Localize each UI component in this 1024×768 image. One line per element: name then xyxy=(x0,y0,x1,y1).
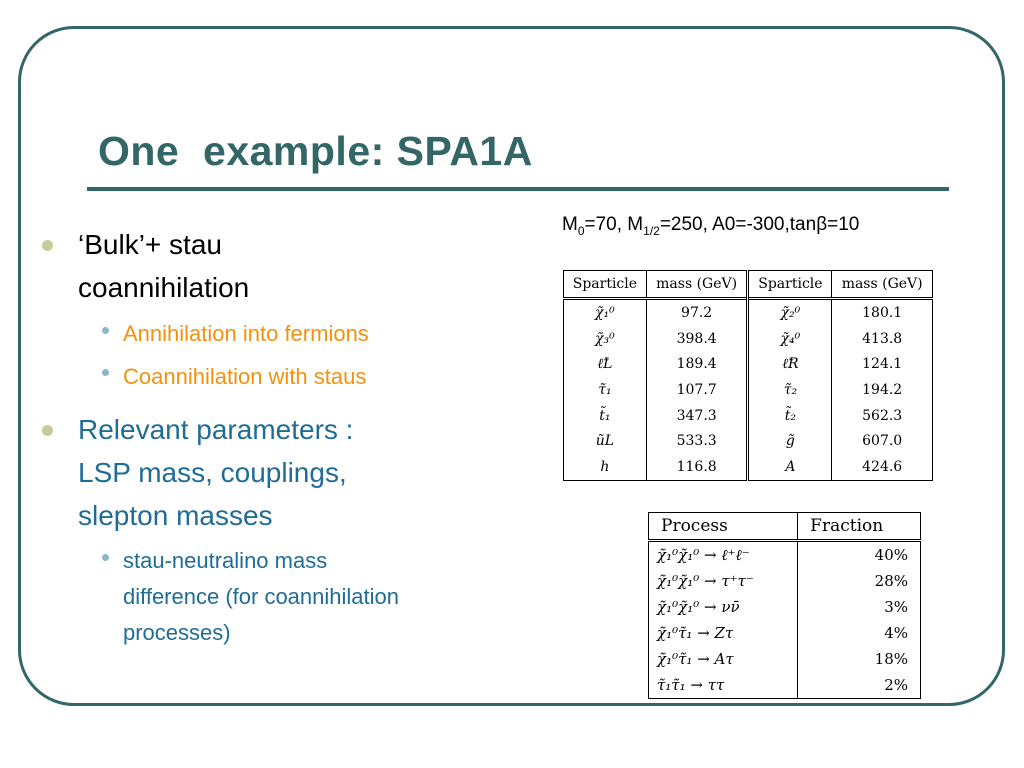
fraction-cell: 40% xyxy=(798,541,921,569)
bullet-2-line-1: Relevant parameters : xyxy=(78,414,354,445)
mass-cell: 607.0 xyxy=(832,428,933,454)
sparticle-cell: τ̃₁ xyxy=(564,377,647,403)
table-row xyxy=(649,541,921,569)
table-row xyxy=(564,351,933,377)
sparticle-cell: h xyxy=(564,454,647,480)
mass-cell: 107.7 xyxy=(646,377,748,403)
sparticle-cell: ũL xyxy=(564,428,647,454)
col-fraction: Fraction xyxy=(798,513,921,541)
bullet-1-text xyxy=(78,223,249,309)
mass-cell: 533.3 xyxy=(646,428,748,454)
mass-cell: 562.3 xyxy=(832,403,933,429)
bullet-marker xyxy=(42,425,53,436)
table-row xyxy=(649,646,921,672)
sparticle-cell: χ̃₁⁰ xyxy=(564,299,647,326)
bullet-1-line-1: ‘Bulk’+ stau xyxy=(78,229,222,260)
sub-line-1: stau-neutralino mass xyxy=(123,548,328,573)
mass-cell: 424.6 xyxy=(832,454,933,480)
mass-cell: 116.8 xyxy=(646,454,748,480)
sub-item-annihilation: Annihilation into fermions xyxy=(123,321,369,346)
bullet-1-line-2: coannihilation xyxy=(78,272,250,303)
col-mass-1: mass (GeV) xyxy=(646,271,748,299)
slide-title: One example: SPA1A xyxy=(98,128,533,174)
table-row xyxy=(649,568,921,594)
fraction-cell: 4% xyxy=(798,620,921,646)
bullet-2-line-2: LSP mass, couplings, xyxy=(78,457,347,488)
mass-table-header xyxy=(564,271,933,299)
table-row xyxy=(564,326,933,352)
table-row xyxy=(649,594,921,620)
sparticle-cell: A xyxy=(748,454,832,480)
bullet-2-text xyxy=(78,408,353,537)
sparticle-cell: χ̃₃⁰ xyxy=(564,326,647,352)
mass-cell: 194.2 xyxy=(832,377,933,403)
sub-item-coannihilation: Coannihilation with staus xyxy=(123,364,367,389)
mass-cell: 189.4 xyxy=(646,351,748,377)
sub-bullet-marker xyxy=(102,554,109,561)
sparticle-cell: t̃₂ xyxy=(748,403,832,429)
sparticle-cell: χ̃₂⁰ xyxy=(748,299,832,326)
col-mass-2: mass (GeV) xyxy=(832,271,933,299)
sub-line-3: processes) xyxy=(123,620,231,645)
table-row xyxy=(564,428,933,454)
process-table-header xyxy=(649,513,921,541)
param-m12-subscript: 1/2 xyxy=(643,223,660,238)
param-m0-subscript: 0 xyxy=(577,223,585,238)
mass-cell: 180.1 xyxy=(832,299,933,326)
table-row xyxy=(649,672,921,699)
bullet-marker xyxy=(42,240,53,251)
mass-cell: 347.3 xyxy=(646,403,748,429)
param-rest: =250, A0=-300,tanβ=10 xyxy=(659,214,860,235)
sub-bullet-marker xyxy=(102,369,109,376)
table-row xyxy=(564,454,933,480)
sparticle-cell: τ̃₂ xyxy=(748,377,832,403)
process-cell: χ̃₁⁰χ̃₁⁰ → τ⁺τ⁻ xyxy=(649,568,798,594)
bullet-2-line-3: slepton masses xyxy=(78,500,273,531)
process-cell: χ̃₁⁰χ̃₁⁰ → ℓ⁺ℓ⁻ xyxy=(649,541,798,569)
col-sparticle-1: Sparticle xyxy=(564,271,647,299)
fraction-cell: 18% xyxy=(798,646,921,672)
sparticle-cell: t̃₁ xyxy=(564,403,647,429)
param-m0-value: =70, M xyxy=(584,214,644,235)
sparticle-cell: χ̃₄⁰ xyxy=(748,326,832,352)
parameter-line xyxy=(562,214,859,238)
mass-cell: 413.8 xyxy=(832,326,933,352)
sub-line-2: difference (for coannihilation xyxy=(123,584,399,609)
sparticle-cell: ℓ̃L xyxy=(564,351,647,377)
process-table xyxy=(648,512,921,699)
sub-bullet-marker xyxy=(102,327,109,334)
sparticle-cell: ℓ̃R xyxy=(748,351,832,377)
mass-cell: 124.1 xyxy=(832,351,933,377)
table-row xyxy=(564,377,933,403)
process-cell: χ̃₁⁰χ̃₁⁰ → νν̄ xyxy=(649,594,798,620)
mass-cell: 398.4 xyxy=(646,326,748,352)
process-cell: χ̃₁⁰τ̃₁ → Aτ xyxy=(649,646,798,672)
fraction-cell: 28% xyxy=(798,568,921,594)
process-cell: χ̃₁⁰τ̃₁ → Zτ xyxy=(649,620,798,646)
col-process: Process xyxy=(649,513,798,541)
mass-cell: 97.2 xyxy=(646,299,748,326)
table-row xyxy=(649,620,921,646)
sub-item-mass-difference xyxy=(123,543,399,651)
title-underline xyxy=(87,187,949,191)
table-row xyxy=(564,299,933,326)
fraction-cell: 3% xyxy=(798,594,921,620)
fraction-cell: 2% xyxy=(798,672,921,699)
col-sparticle-2: Sparticle xyxy=(748,271,832,299)
sparticle-cell: g̃ xyxy=(748,428,832,454)
process-cell: τ̃₁τ̃₁ → ττ xyxy=(649,672,798,699)
param-m-label: M xyxy=(562,214,578,235)
table-row xyxy=(564,403,933,429)
mass-table xyxy=(563,270,933,481)
